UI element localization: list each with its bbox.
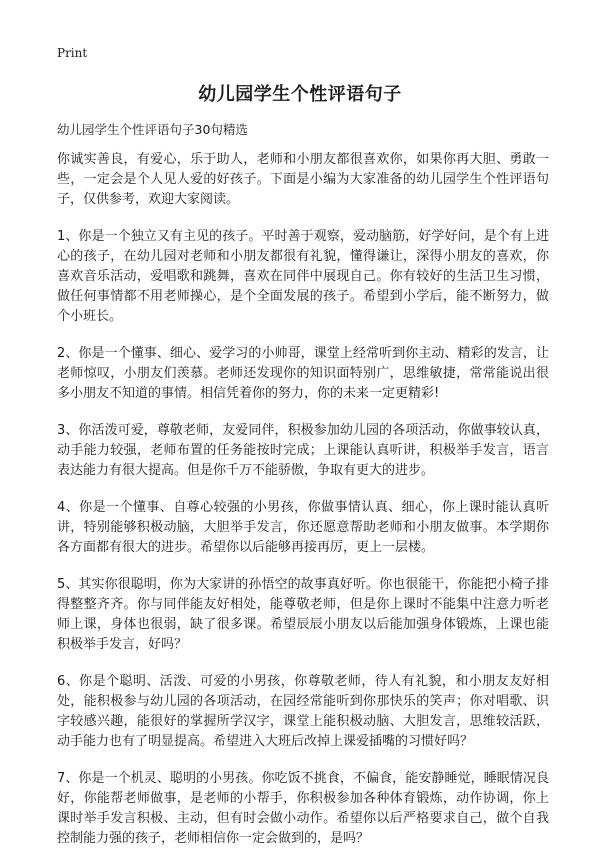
- comment-paragraph-2: 2、你是一个懂事、细心、爱学习的小帅哥，课堂上经常听到你主动、精彩的发言，让老师惊叹，小朋友们羡慕。老师还发现你的知识面特别广，思维敏捷，常常能说出很多小朋友不知道的事情。相信凭着你的努力，你的未来一定更精彩!: [57, 346, 549, 401]
- document-body: [57, 150, 549, 866]
- intro-paragraph: 你诚实善良，有爱心，乐于助人，老师和小朋友都很喜欢你，如果你再大胆、勇敢一些，一定会是个人见人爱的好孩子。下面是小编为大家准备的幼儿园学生个性评语句子，仅供参考，欢迎大家阅读。: [57, 152, 549, 207]
- comment-paragraph-6: 6、你是个聪明、活泼、可爱的小男孩，你尊敬老师，待人有礼貌，和小朋友友好相处，能积极参与幼儿园的各项活动，在园经常能听到你那快乐的笑声；你对唱歌、识字较感兴趣，能很好的掌握所学汉字，课堂上能积极动脑、大胆发言，思维较活跃，动手能力也有了明显提高。希望进入大班后改掉上课爱插嘴的习惯好吗？: [57, 674, 549, 749]
- comment-paragraph-1: 1、你是一个独立又有主见的孩子。平时善于观察，爱动脑筋，好学好问，是个有上进心的孩子，在幼儿园对老师和小朋友都很有礼貌，懂得谦让，深得小朋友的喜欢，你喜欢音乐活动，爱唱歌和跳舞，喜欢在同伴中展现自己。你有较好的生活卫生习惯，做任何事情都不用老师操心，是个全面发展的孩子。希望到小学后，能不断努力，做个小班长。: [57, 229, 549, 324]
- document-title: 幼儿园学生个性评语句子: [198, 84, 402, 105]
- comment-paragraph-7: 7、你是一个机灵、聪明的小男孩。你吃饭不挑食，不偏食，能安静睡觉，睡眠情况良好，你能帮老师做事，是老师的小帮手，你积极参加各种体育锻炼，动作协调，你上课时举手发言积极、主动，但有时会做小动作。希望你以后严格要求自己，做个自我控制能力强的孩子，老师相信你一定会做到的，是吗？: [57, 771, 549, 846]
- print-link[interactable]: Print: [57, 46, 88, 60]
- comment-paragraph-5: 5、其实你很聪明，你为大家讲的孙悟空的故事真好听。你也很能干，你能把小椅子排得整整齐齐。你与同伴能友好相处，能尊敬老师，但是你上课时不能集中注意力听老师上课，身体也很弱，缺了很多课。希望辰辰小朋友以后能加强身体锻炼，上课也能积极举手发言，好吗？: [57, 577, 549, 652]
- comment-paragraph-3: 3、你活泼可爱，尊敬老师，友爱同伴，积极参加幼儿园的各项活动，你做事较认真，动手能力较强，老师布置的任务能按时完成；上课能认真听讲，积极举手发言，语言表达能力有很大提高。但是你千万不能骄傲，争取有更大的进步。: [57, 423, 549, 478]
- comment-paragraph-4: 4、你是一个懂事、自尊心较强的小男孩，你做事情认真、细心，你上课时能认真听讲，特别能够积极动脑，大胆举手发言，你还愿意帮助老师和小朋友做事。本学期你各方面都有很大的进步。希望你以后能够再接再厉，更上一层楼。: [57, 500, 549, 555]
- document-subtitle: 幼儿园学生个性评语句子30句精选: [57, 122, 248, 137]
